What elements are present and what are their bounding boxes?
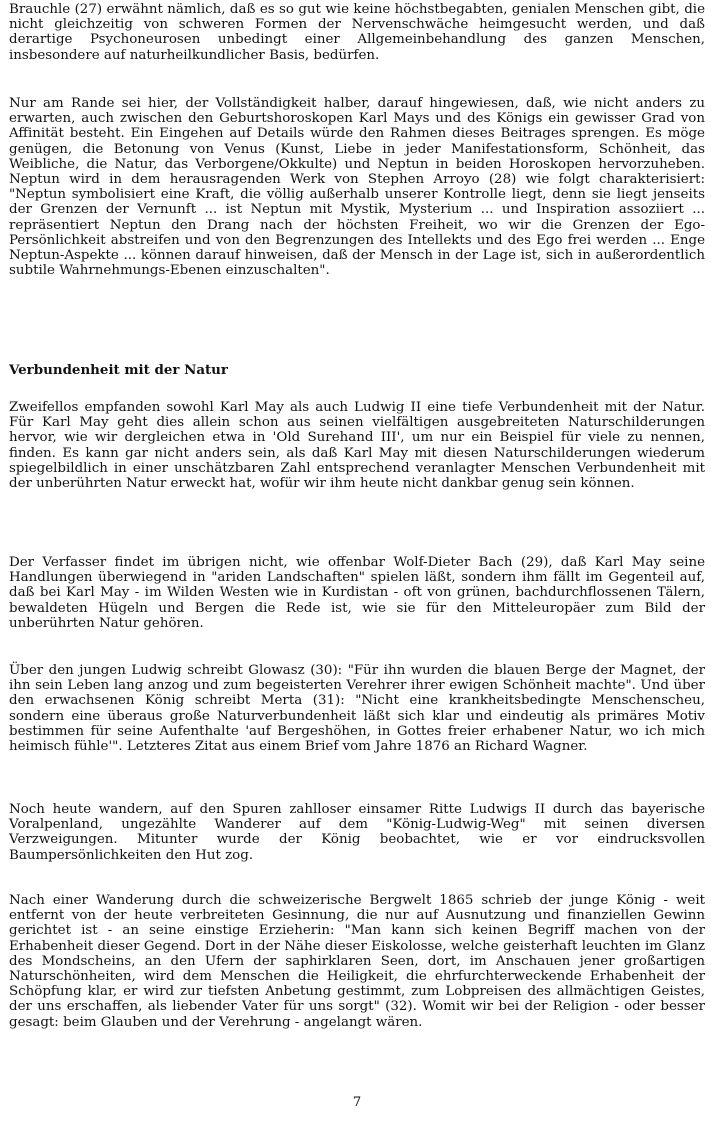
paragraph-brauchle: Brauchle (27) erwähnt nämlich, daß es so gut wie keine höchstbegabten, genialen Menschen gibt, die nicht gleichzeitig von schweren Formen der Nervenschwäche heimgesucht werden, und daß derartige Psychoneurosen unbedingt einer Allgemeinbehandlung des ganzen Menschen, insbesondere auf naturheilkundlicher Basis, bedürfen. <box>9 2 705 63</box>
paragraph-schweiz: Nach einer Wanderung durch die schweizerische Bergwelt 1865 schrieb der junge König - weit entfernt von der heute verbreiteten Gesinnung, die nur auf Ausnutzung und finanziellen Gewinn gerichtet ist - an seine einstige Erzieherin: "Man kann sich keinen Begriff machen von der Erhabenheit dieser Gegend. Dort in der Nähe dieser Eiskolosse, welche geisterhaft leuchten im Glanz des Mondscheins, an den Ufern der saphirklaren Seen, dort, im Anschauen jener großartigen Naturschönheiten, wird dem Menschen die Heiligkeit, die ehrfurchterweckende Erhabenheit der Schöpfung klar, er wird zur tiefsten Anbetung gestimmt, zum Lobpreisen des allmächtigen Geistes, der uns erschaffen, als liebender Vater für uns sorgt" (32). Womit wir bei der Religion - oder besser gesagt: beim Glauben und der Verehrung - angelangt wären. <box>9 893 705 1030</box>
page-number: 7 <box>352 1095 362 1110</box>
document-page <box>9 0 705 1141</box>
paragraph-wanderer: Noch heute wandern, auf den Spuren zahlloser einsamer Ritte Ludwigs II durch das bayerische Voralpenland, ungezählte Wanderer auf dem "König-Ludwig-Weg" mit seinen diversen Verzweigungen. Mitunter wurde der König beobachtet, wie er vor eindrucksvollen Baumpersönlichkeiten den Hut zog. <box>9 802 705 863</box>
paragraph-landschaften: Der Verfasser findet im übrigen nicht, wie offenbar Wolf-Dieter Bach (29), daß Karl May seine Handlungen überwiegend in "ariden Landschaften" spielen läßt, sondern ihm fällt im Gegenteil auf, daß bei Karl May - im Wilden Westen wie in Kurdistan - oft von grünen, bachdurchflossenen Tälern, bewaldeten Hügeln und Bergen die Rede ist, wie sie für den Mitteleuropäer zum Bild der unberührten Natur gehören. <box>9 555 705 631</box>
paragraph-verbundenheit: Zweifellos empfanden sowohl Karl May als auch Ludwig II eine tiefe Verbundenheit mit der Natur. Für Karl May geht dies allein schon aus seinen vielfältigen ausgebreiteten Naturschilderungen hervor, wie wir dergleichen etwa in 'Old Surehand III', um nur ein Beispiel für viele zu nennen, finden. Es kann gar nicht anders sein, als daß Karl May mit diesen Naturschilderungen wiederum spiegelbildlich in einer unschätzbaren Zahl entsprechend veranlagter Menschen Verbundenheit mit der unberührten Natur erweckt hat, wofür wir ihm heute nicht dankbar genug sein können. <box>9 400 705 492</box>
paragraph-horoskope: Nur am Rande sei hier, der Vollständigkeit halber, darauf hingewiesen, daß, wie nicht anders zu erwarten, auch zwischen den Geburtshoroskopen Karl Mays und des Königs ein gewisser Grad von Affinität besteht. Ein Eingehen auf Details würde den Rahmen dieses Beitrages sprengen. Es möge genügen, die Betonung von Venus (Kunst, Liebe in jeder Manifestationsform, Schönheit, das Weibliche, die Natur, das Verborgene/Okkulte) und Neptun in beiden Horoskopen hervorzuheben. Neptun wird in dem herausragenden Werk von Stephen Arroyo (28) wie folgt charakterisiert: "Neptun symbolisiert eine Kraft, die völlig außerhalb unserer Kontrolle liegt, denn sie liegt jenseits der Grenzen der Vernunft ... ist Neptun mit Mystik, Mysterium ... und Inspiration assoziiert ... repräsentiert Neptun den Drang nach der höchsten Freiheit, wo wir die Grenzen der Ego-Persönlichkeit abstreifen und von den Begrenzungen des Intellekts und des Ego frei werden ... Enge Neptun-Aspekte ... können darauf hinweisen, daß der Mensch in der Lage ist, sich in außerordentlich subtile Wahrnehmungs-Ebenen einzuschalten". <box>9 96 705 279</box>
paragraph-glowasz: Über den jungen Ludwig schreibt Glowasz (30): "Für ihn wurden die blauen Berge der Magnet, der ihn sein Leben lang anzog und zum begeisterten Verehrer ihrer ewigen Schönheit machte". Und über den erwachsenen König schreibt Merta (31): "Nicht eine krankheitsbedingte Menschenscheu, sondern eine überaus große Naturverbundenheit läßt sich klar und eindeutig als primäres Motiv bestimmen für seine Aufenthalte 'auf Bergeshöhen, in Gottes freier erhabener Natur, wo ich mich heimisch fühle'". Letzteres Zitat aus einem Brief vom Jahre 1876 an Richard Wagner. <box>9 663 705 755</box>
section-heading: Verbundenheit mit der Natur <box>9 362 228 378</box>
